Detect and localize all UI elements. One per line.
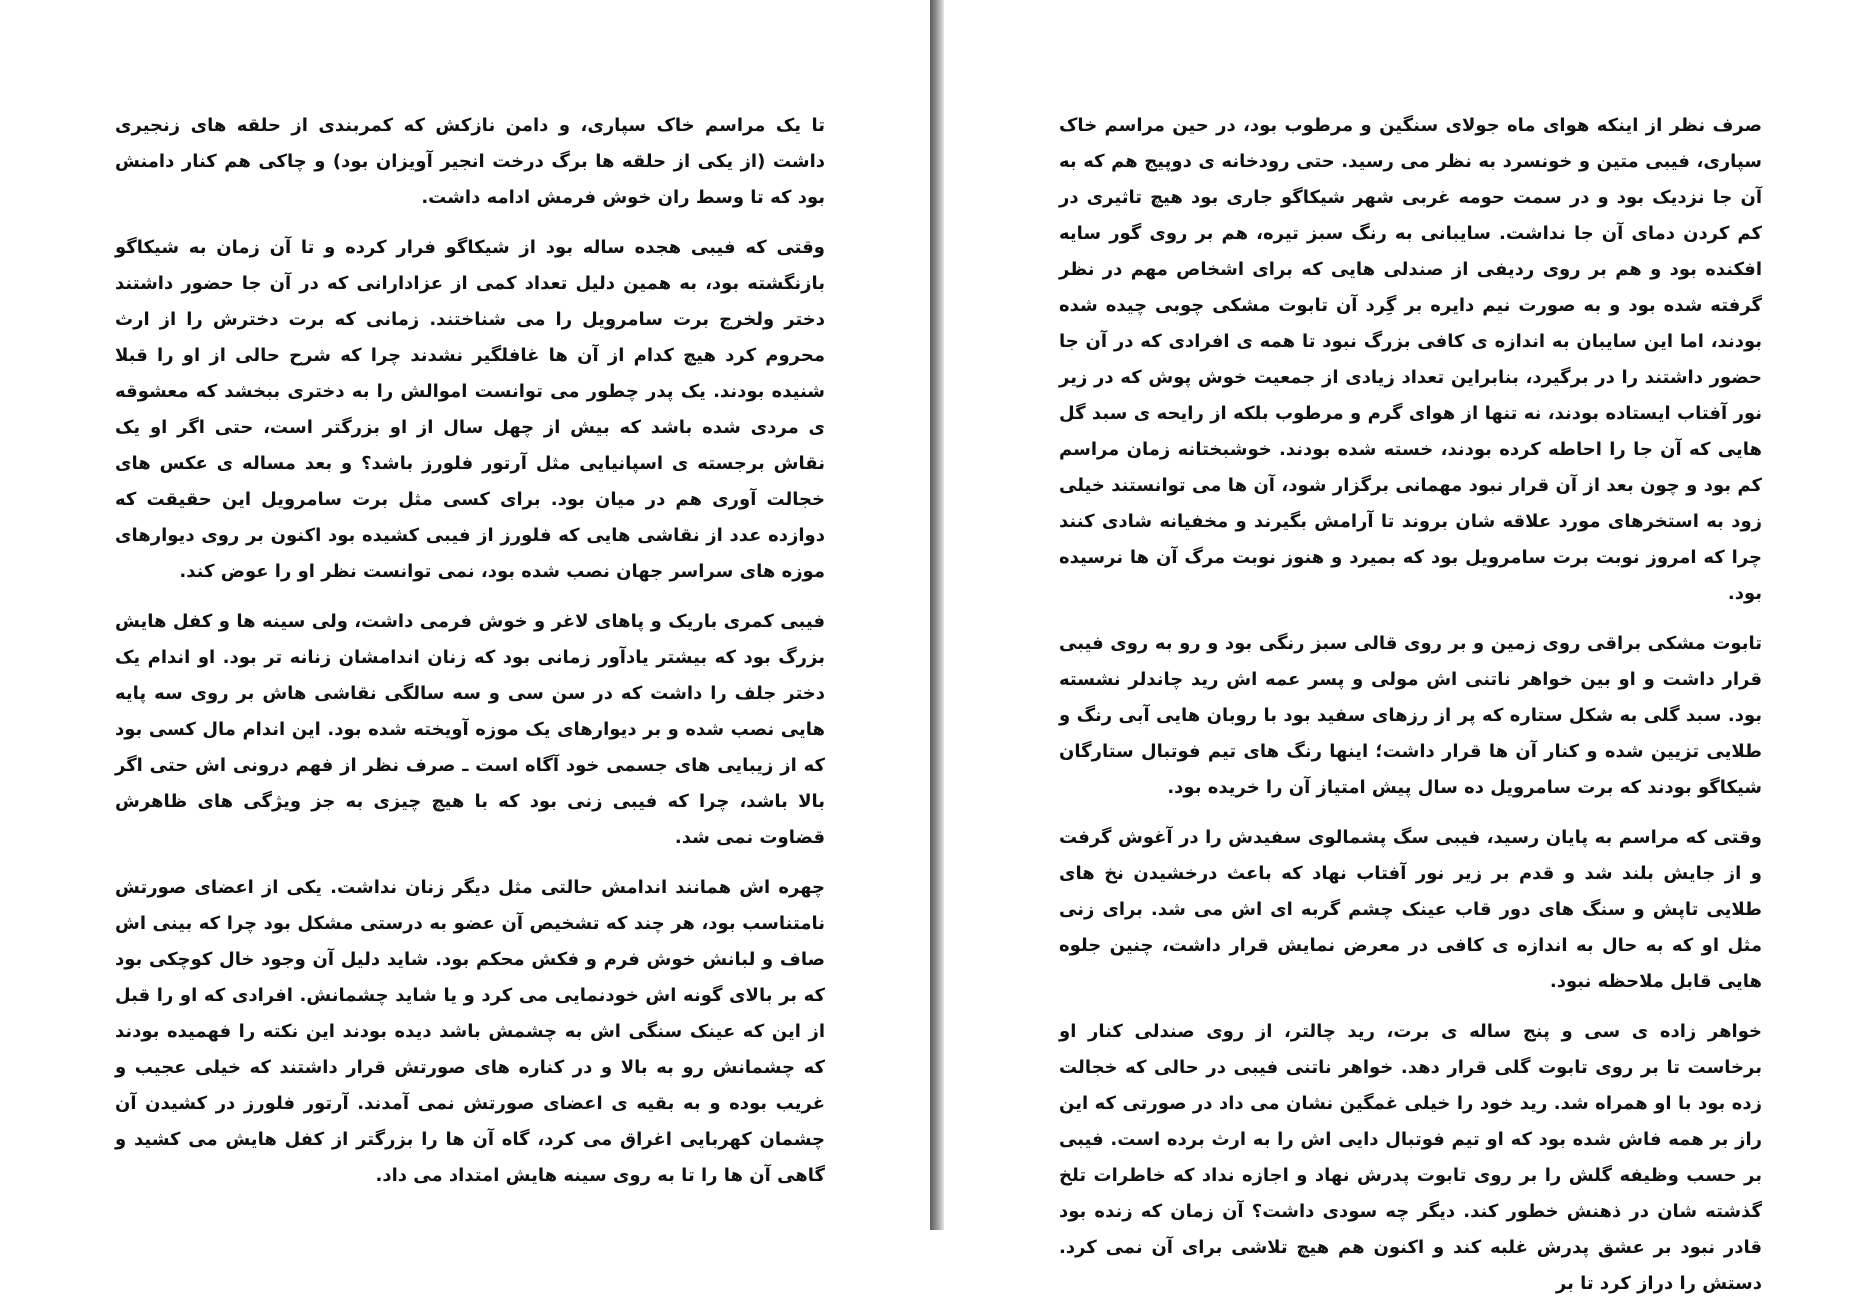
right-paragraph-2: تابوت مشکی براقی روی زمین و بر روی قالی سبز رنگی بود و رو به روی فیبی قرار داشت و او بین خواهر ناتنی اش مولی و پسر عمه اش رید چاندلر نشسته بود. سبد گلی به شکل ستاره که پر از رزهای سفید بود با روبان هایی آبی رنگ و طلایی تزیین شده و کنار آن ها قرار داشت؛ اینها رنگ های تیم فوتبال ستارگان شیکاگو بودند که برت سامرویل ده سال پیش امتیاز آن را خریده بود. bbox=[1059, 633, 1762, 798]
left-paragraph-2: وقتی که فیبی هجده ساله بود از شیکاگو فرار کرده و تا آن زمان به شیکاگو بازنگشته بود، به همین دلیل تعداد کمی از عزادارانی که در آن جا حضور داشتند دختر ولخرج برت سامرویل را می شناختند. زمانی که برت دخترش را از ارث محروم کرد هیچ کدام از آن ها غافلگیر نشدند چرا که شرح حالی از او را قبلا شنیده بودند. یک پدر چطور می توانست اموالش را به دختری ببخشد که معشوقه ی مردی شده باشد که بیش از چهل سال از او بزرگتر است، حتی اگر او یک نقاش برجسته ی اسپانیایی مثل آرتور فلورز باشد؟ و بعد مساله ی عکس های خجالت آوری هم در میان بود. برای کسی مثل برت سامرویل این حقیقت که دوازده عدد از نقاشی هایی که فلورز از فیبی کشیده بود اکنون بر روی دیوارهای موزه های سراسر جهان نصب شده بود، نمی توانست نظر او را عوض کند. bbox=[115, 237, 825, 582]
right-paragraph-3: وقتی که مراسم به پایان رسید، فیبی سگ پشمالوی سفیدش را در آغوش گرفت و از جایش بلند شد و قدم بر زیر نور آفتاب نهاد که باعث درخشیدن نخ های طلایی تاپش و سنگ های دور قاب عینک چشم گربه ای اش می شد. برای زنی مثل او که به حال به اندازه ی کافی در معرض نمایش قرار داشت، چنین جلوه هایی قابل ملاحظه نبود. bbox=[1059, 827, 1762, 992]
left-paragraph-1: تا یک مراسم خاک سپاری، و دامن نازکش که کمربندی از حلقه های زنجیری داشت (از یکی از حلقه ها برگ درخت انجیر آویزان بود) و چاکی هم کنار دامنش بود که تا وسط ران خوش فرمش ادامه داشت. bbox=[115, 115, 825, 208]
left-page-text-column bbox=[115, 108, 825, 1208]
right-page-text-column bbox=[1059, 108, 1762, 1316]
right-page bbox=[944, 0, 1866, 1294]
left-paragraph-3: فیبی کمری باریک و پاهای لاغر و خوش فرمی داشت، ولی سینه ها و کفل هایش بزرگ بود که بیشتر یادآور زمانی بود که زنان اندامشان زنانه تر بود. او اندام یک دختر جلف را داشت که در سن سی و سه سالگی نقاشی هاش بر روی سه پایه هایی نصب شده و بر دیوارهای یک موزه آویخته شده بود. این اندام مال کسی بود که از زیبایی های جسمی خود آگاه است ـ صرف نظر از فهم درونی اش حتی اگر بالا باشد، چرا که فیبی زنی بود که با هیچ چیزی به جز ویژگی های ظاهرش قضاوت نمی شد. bbox=[115, 611, 825, 848]
left-paragraph-4: چهره اش همانند اندامش حالتی مثل دیگر زنان نداشت. یکی از اعضای صورتش نامتناسب بود، هر چند که تشخیص آن عضو به درستی مشکل بود چرا که بینی اش صاف و لبانش خوش فرم و فکش محکم بود. شاید دلیل آن وجود خال کوچکی بود که بر بالای گونه اش خودنمایی می کرد و یا شاید چشمانش. افرادی که او را قبل از این که عینک سنگی اش به چشمش باشد دیده بودند این نکته را فهمیده بودند که چشمانش رو به بالا و در کناره های صورتش قرار داشتند که خیلی عجیب و غریب بوده و به بقیه ی اعضای صورتش نمی آمدند. آرتور فلورز در کشیدن آن چشمان کهربایی اغراق می کرد، گاه آن ها را بزرگتر از کفل هایش می کشید و گاهی آن ها را تا به روی سینه هایش امتداد می داد. bbox=[115, 877, 825, 1186]
left-page bbox=[0, 0, 930, 1230]
page-divider bbox=[930, 0, 944, 1230]
right-paragraph-1: صرف نظر از اینکه هوای ماه جولای سنگین و مرطوب بود، در حین مراسم خاک سپاری، فیبی متین و خونسرد به نظر می رسید. حتی رودخانه ی دوپیج هم که به آن جا نزدیک بود و در سمت حومه غربی شهر شیکاگو جاری بود هیچ تاثیری در کم کردن دمای آن جا نداشت. سایبانی به رنگ سبز تیره، هم بر روی گور سایه افکنده بود و هم بر روی ردیفی از صندلی هایی که برای اشخاص مهم در نظر گرفته شده بود و به صورت نیم دایره بر گِرد آن تابوت مشکی چوبی چیده شده بودند، اما این سایبان به اندازه ی کافی بزرگ نبود تا همه ی افرادی که در آن جا حضور داشتند را در برگیرد، بنابراین تعداد زیادی از جمعیت خوش پوش که در زیر نور آفتاب ایستاده بودند، نه تنها از هوای گرم و مرطوب بلکه از رایحه ی سبد گل هایی که آن جا را احاطه کرده بودند، خسته شده بودند. خوشبختانه زمان مراسم کم بود و چون بعد از آن قرار نبود مهمانی برگزار شود، آن ها می توانستند خیلی زود به استخرهای مورد علاقه شان بروند تا آرامش بگیرند و مخفیانه شادی کنند چرا که امروز نوبت برت سامرویل بود که بمیرد و هنوز نوبت مرگ آن ها نرسیده بود. bbox=[1059, 115, 1762, 604]
right-paragraph-4: خواهر زاده ی سی و پنج ساله ی برت، رید چالتر، از روی صندلی کنار او برخاست تا بر روی تابوت گلی قرار دهد. خواهر ناتنی فیبی در حالی که خجالت زده بود با او همراه شد. رید خود را خیلی غمگین نشان می داد در صورتی که این راز بر همه فاش شده بود که او تیم فوتبال دایی اش را به ارث برده است. فیبی بر حسب وظیفه گلش را بر روی تابوت پدرش نهاد و اجازه نداد که خاطرات تلخ گذشته شان در ذهنش خطور کند. دیگر چه سودی داشت؟ آن زمان که زنده بود قادر نبود بر عشق پدرش غلبه کند و اکنون هم هیچ تلاشی برای آن نمی کرد. دستش را دراز کرد تا بر bbox=[1059, 1021, 1762, 1294]
